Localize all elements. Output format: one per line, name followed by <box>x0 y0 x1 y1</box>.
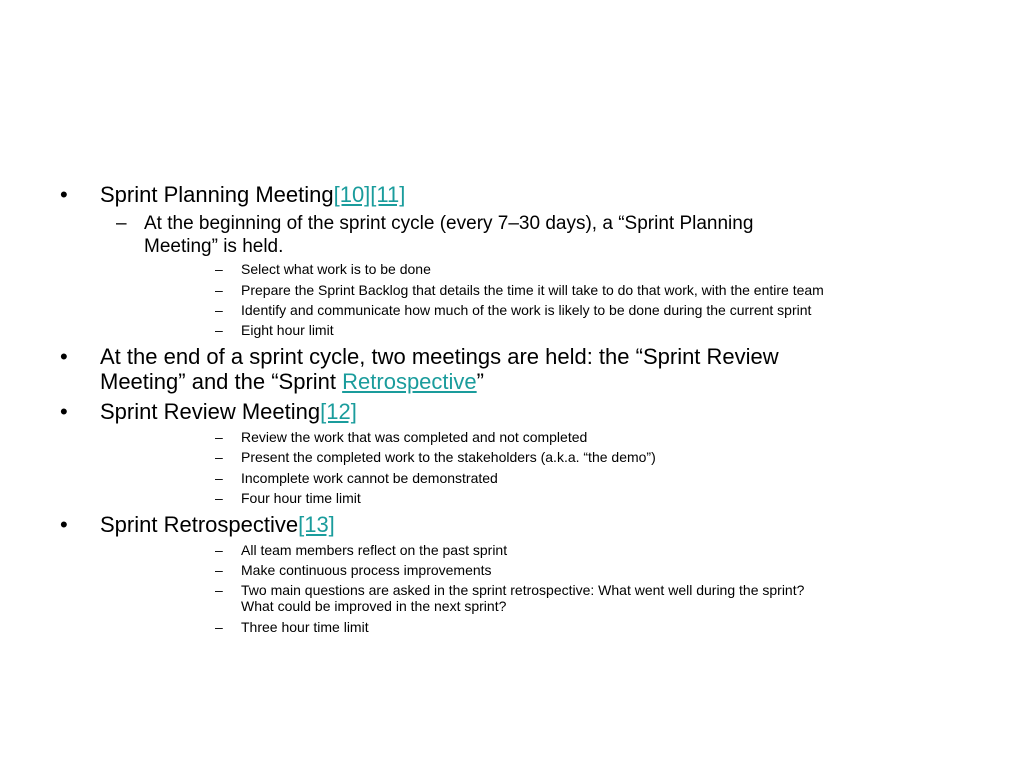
bullet-line-2 <box>100 369 484 394</box>
bullet-end-of-sprint-cycle <box>60 344 960 394</box>
bullet-sprint-review-meeting <box>60 399 960 424</box>
subsubbullet-incomplete-work <box>215 470 975 486</box>
item-text: Three hour time limit <box>241 619 369 635</box>
subsubbullet-prepare-backlog <box>215 282 975 298</box>
item-text-line-2: What could be improved in the next sprint? <box>241 598 507 614</box>
bullet-text: Sprint Retrospective <box>100 512 299 537</box>
subsubbullet-team-reflect <box>215 542 975 558</box>
reference-link-11[interactable]: [11] <box>370 182 406 207</box>
item-text: Present the completed work to the stakeholders (a.k.a. “the demo”) <box>241 449 656 465</box>
bullet-sprint-planning-meeting <box>60 182 960 207</box>
item-text: Review the work that was completed and not completed <box>241 429 588 445</box>
dash-marker: – <box>215 542 223 558</box>
item-text: Eight hour limit <box>241 322 334 338</box>
subbullet-line-1: At the beginning of the sprint cycle (every 7–30 days), a “Sprint Planning <box>144 213 754 234</box>
subsubbullet-review-work <box>215 429 975 445</box>
bullet-text: Sprint Review Meeting <box>100 399 321 424</box>
bullet-text: Sprint Planning Meeting <box>100 182 334 207</box>
subsubbullet-four-hour-limit <box>215 490 975 506</box>
dash-marker: – <box>215 429 223 445</box>
bullet-sprint-retrospective <box>60 512 960 537</box>
item-text: Incomplete work cannot be demonstrated <box>241 470 498 486</box>
reference-link-13[interactable]: [13] <box>298 512 335 537</box>
dash-marker: – <box>215 302 223 318</box>
subsubbullet-two-main-questions <box>215 582 975 614</box>
dash-marker: – <box>215 582 223 598</box>
line2-before: Meeting” and the “Sprint <box>100 369 343 394</box>
subsubbullet-identify-communicate <box>215 302 975 318</box>
dash-marker: – <box>215 470 223 486</box>
item-text: Prepare the Sprint Backlog that details the time it will take to do that work, with the entire team <box>241 282 824 298</box>
dash-marker: – <box>215 449 223 465</box>
subbullet-sprint-cycle-start <box>116 212 936 258</box>
bullet-line-1: At the end of a sprint cycle, two meetings are held: the “Sprint Review <box>100 344 779 369</box>
item-text: Select what work is to be done <box>241 261 431 277</box>
line2-after: ” <box>476 369 484 394</box>
bullet-marker: • <box>60 399 68 424</box>
subsubbullet-continuous-improvements <box>215 562 975 578</box>
dash-marker: – <box>215 562 223 578</box>
bullet-marker: • <box>60 512 68 537</box>
item-text: Identify and communicate how much of the work is likely to be done during the current sprint <box>241 302 812 318</box>
item-text-line-1: Two main questions are asked in the sprint retrospective: What went well during the sprint? <box>241 582 805 598</box>
bullet-marker: • <box>60 182 68 207</box>
reference-link-12[interactable]: [12] <box>320 399 357 424</box>
dash-marker: – <box>116 213 127 234</box>
item-text: All team members reflect on the past sprint <box>241 542 508 558</box>
item-text: Four hour time limit <box>241 490 361 506</box>
dash-marker: – <box>215 261 223 277</box>
dash-marker: – <box>215 282 223 298</box>
bullet-marker: • <box>60 344 68 369</box>
dash-marker: – <box>215 322 223 338</box>
subsubbullet-three-hour-limit <box>215 619 975 635</box>
reference-link-10[interactable]: [10] <box>333 182 371 207</box>
subsubbullet-select-work <box>215 261 975 277</box>
dash-marker: – <box>215 619 223 635</box>
retrospective-link[interactable]: Retrospective <box>342 369 477 394</box>
item-text: Make continuous process improvements <box>241 562 492 578</box>
dash-marker: – <box>215 490 223 506</box>
subsubbullet-present-work <box>215 449 975 465</box>
subsubbullet-eight-hour-limit <box>215 322 975 338</box>
subbullet-line-2: Meeting” is held. <box>144 236 284 257</box>
